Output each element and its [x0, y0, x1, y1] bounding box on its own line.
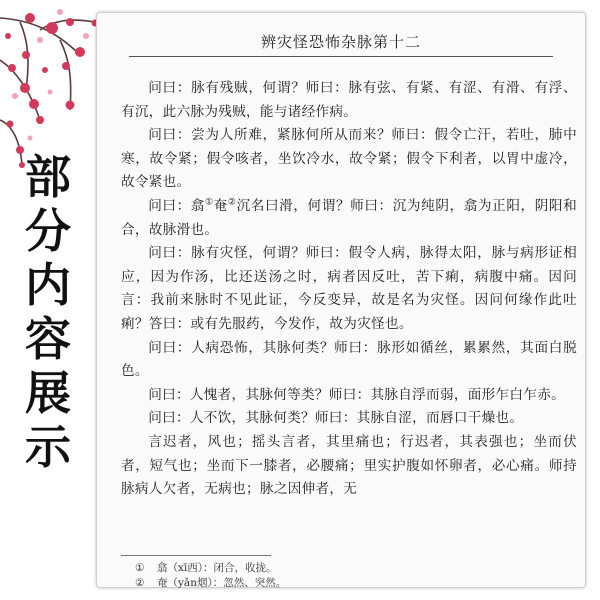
footnote-text: 翕（xī西）：闭合，收拢。 [157, 562, 277, 574]
paragraph-text: 奄 [213, 197, 228, 214]
footnote-number: ① [135, 562, 145, 574]
side-label-char: 展 [25, 366, 71, 420]
paragraph: 言迟者，风也；摇头言者，其里痛也；行迟者，其表强也；坐而伏者，短气也；坐而下一膝者，必腰痛；里实护腹如怀卵者，必心痛。师持脉病人欠者，无病也；脉之因伸者，无 [121, 433, 577, 498]
side-label-char: 示 [25, 420, 71, 474]
paragraph-text: 问曰：翕 [148, 197, 205, 214]
side-label-vertical [18, 150, 78, 474]
paragraph-text: 沉名曰滑，何谓？师曰：沉为纯阴，翕为正阳，阴阳和合，故脉滑也。 [121, 197, 578, 238]
footnote-marker: ① [204, 197, 214, 208]
chapter-body [121, 77, 577, 502]
paragraph: 问曰：人愧者，其脉何等类？师曰：其脉自浮而弱，面形乍白乍赤。 [148, 386, 565, 403]
chapter-title: 辨灾怪恐怖杂脉第十二 [260, 33, 421, 51]
side-label-char: 部 [25, 150, 71, 204]
paragraph: 问曰：脉有灾怪，何谓？师曰：假令人病，脉得太阳，脉与病形证相应，因为作汤，比还送汤之时，病者因反吐，苦下痢，病腹中痛。因问言：我前来脉时不见此证，今反变异，故是名为灾怪。因问何缘作此吐痢？答曰：或有先服药，今发作，故为灾怪也。 [121, 245, 577, 332]
paragraph: 问曰：人病恐怖，其脉何类？师曰：脉形如循丝，累累然，其面白脱色。 [121, 339, 577, 380]
side-label-char: 容 [25, 312, 71, 366]
title-divider [129, 56, 553, 57]
book-page [96, 12, 586, 588]
footnote [135, 561, 555, 576]
paragraph [121, 195, 577, 242]
footnote-marker: ② [227, 197, 237, 208]
footnote-divider [121, 555, 271, 556]
paragraph: 问曰：尝为人所难，紧脉何所从而来？师曰：假令亡汗，若吐，肺中寒，故令紧；假令咳者，坐饮冷水，故令紧；假令下利者，以胃中虚冷，故令紧也。 [121, 127, 577, 191]
paragraph: 问曰：人不饮，其脉何类？师曰：其脉自涩，而唇口干燥也。 [148, 410, 524, 427]
footnote-text: 奄（yǎn烟）：忽然、突然。 [157, 577, 287, 589]
side-label-char: 内 [25, 258, 71, 312]
footnote-number: ② [135, 577, 145, 589]
footnote [135, 576, 555, 591]
paragraph: 问曰：脉有残贼，何谓？师曰：脉有弦、有紧、有涩、有滑、有浮、有沉，此六脉为残贼，能与诸经作病。 [121, 80, 577, 120]
side-label-char: 分 [25, 204, 71, 258]
footnotes [135, 561, 555, 591]
